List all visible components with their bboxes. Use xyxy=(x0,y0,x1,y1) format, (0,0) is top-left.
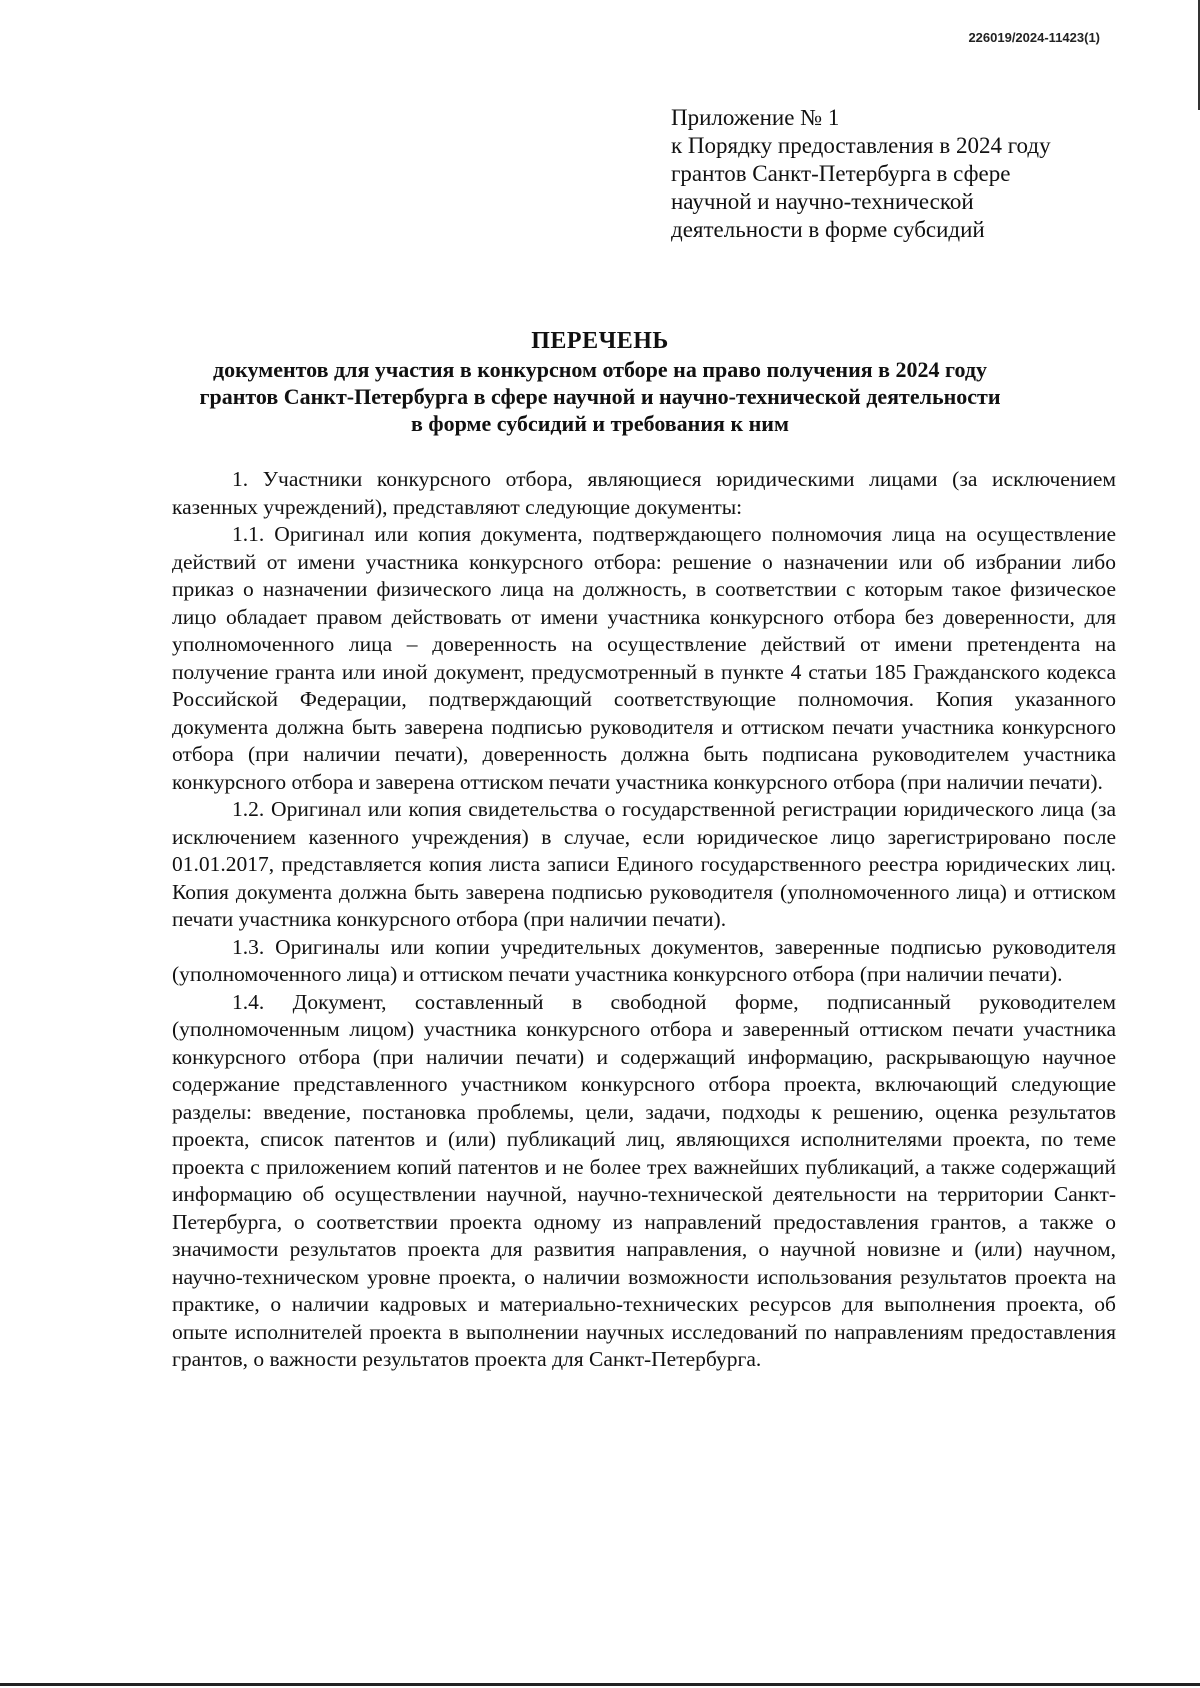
paragraph-1-3: 1.3. Оригиналы или копии учредительных документов, заверенные подписью руководителя (уполномоченного лица) и оттиском печати участника конкурсного отбора (при наличии печати). xyxy=(172,934,1116,986)
appendix-line-4: научной и научно-технической xyxy=(671,189,974,214)
paragraph-1-2: 1.2. Оригинал или копия свидетельства о государственной регистрации юридического лица (за исключением казенного учреждения) в случае, если юридическое лицо зарегистрировано после 01.01.2017, представляется копия листа записи Единого государственного реестра юридических лиц. Копия документа должна быть заверена подписью руководителя (уполномоченного лица) и оттиском печати участника конкурсного отбора (при наличии печати). xyxy=(172,797,1116,931)
document-registration-number: 226019/2024-11423(1) xyxy=(968,30,1100,45)
scan-bottom-edge xyxy=(0,1683,1200,1686)
appendix-line-3: грантов Санкт-Петербурга в сфере xyxy=(671,161,1011,186)
paragraph-1-4: 1.4. Документ, составленный в свободной форме, подписанный руководителем (уполномоченным лицом) участника конкурсного отбора и заверенный оттиском печати участника конкурсного отбора (при наличии печати) и содержащий информацию, раскрывающую научное содержание представленного участником конкурсного отбора проекта, включающий следующие разделы: введение, постановка проблемы, цели, задачи, подходы к решению, оценка результатов проекта, список патентов и (или) публикаций лиц, являющихся исполнителями проекта, по теме проекта с приложением копий патентов и не более трех важнейших публикаций, а также содержащий информацию об осуществлении научной, научно-технической деятельности на территории Санкт-Петербурга, о соответствии проекта одному из направлений предоставления грантов, а также о значимости результатов проекта для развития направления, о научной новизне и (или) научном, научно-техническом уровне проекта, о наличии возможности использования результатов проекта на практике, о наличии кадровых и материально-технических ресурсов для выполнения проекта, об опыте исполнителей проекта в выполнении научных исследований по направлениям предоставления грантов, о важности результатов проекта для Санкт-Петербурга. xyxy=(172,989,1116,1371)
paragraph-1: 1. Участники конкурсного отбора, являющиеся юридическими лицами (за исключением казенных учреждений), представляют следующие документы: xyxy=(172,467,1116,519)
document-subtitle-line-1: документов для участия в конкурсном отборе на право получения в 2024 году xyxy=(213,357,987,382)
document-title: ПЕРЕЧЕНЬ xyxy=(531,328,669,354)
document-body xyxy=(172,466,1116,1374)
appendix-line-2: к Порядку предоставления в 2024 году xyxy=(671,133,1051,158)
document-subtitle-line-2: грантов Санкт-Петербурга в сфере научной и научно-технической деятельности xyxy=(199,384,1001,409)
document-title-block xyxy=(150,326,1050,437)
appendix-line-1: Приложение № 1 xyxy=(671,105,840,130)
paragraph-1-1: 1.1. Оригинал или копия документа, подтверждающего полномочия лица на осуществление действий от имени участника конкурсного отбора: решение о назначении или об избрании либо приказ о назначении физического лица на должность, в соответствии с которым такое физическое лицо обладает правом действовать от имени участника конкурсного отбора без доверенности, для уполномоченного лица – доверенность на осуществление действий от имени претендента на получение гранта или иной документ, предусмотренный в пункте 4 статьи 185 Гражданского кодекса Российской Федерации, подтверждающий соответствующие полномочия. Копия указанного документа должна быть заверена подписью руководителя и оттиском печати участника конкурсного отбора (при наличии печати), доверенность должна быть подписана руководителем участника конкурсного отбора и заверена оттиском печати участника конкурсного отбора (при наличии печати). xyxy=(172,522,1116,794)
appendix-line-5: деятельности в форме субсидий xyxy=(671,217,985,242)
appendix-header xyxy=(671,104,1091,244)
document-subtitle-line-3: в форме субсидий и требования к ним xyxy=(411,411,789,436)
